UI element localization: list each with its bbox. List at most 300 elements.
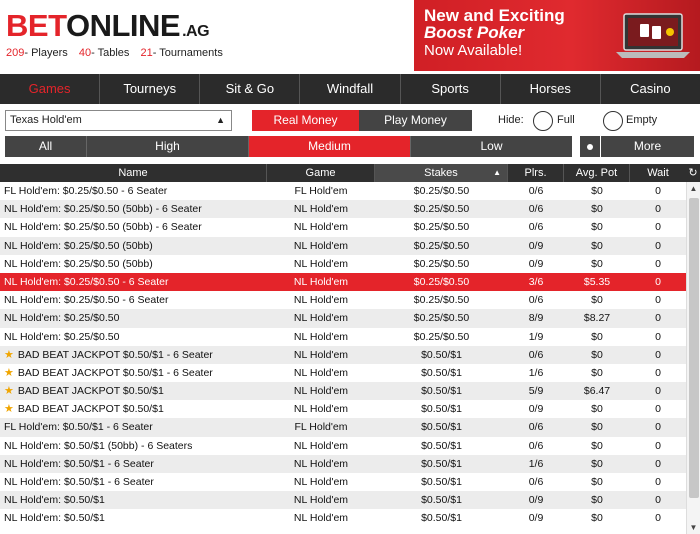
row-game	[267, 218, 375, 236]
row-stakes	[375, 255, 508, 273]
row-name	[0, 182, 267, 200]
row-game	[267, 491, 375, 509]
row-avg-pot	[564, 473, 630, 491]
table-row[interactable]	[0, 328, 686, 346]
row-name	[0, 255, 267, 273]
row-game	[267, 346, 375, 364]
tab-sit-and-go[interactable]: Sit & Go	[200, 74, 300, 104]
row-wait	[630, 418, 686, 436]
row-game-text: NL Hold'em	[293, 366, 349, 379]
row-avg-pot	[564, 291, 630, 309]
logo-online: ONLINE	[65, 8, 181, 43]
hide-empty-label: Empty	[626, 114, 658, 126]
row-wait	[630, 346, 686, 364]
row-players	[508, 455, 564, 473]
row-name	[0, 346, 267, 364]
row-game	[267, 437, 375, 455]
sort-up-icon: ▲	[493, 168, 501, 177]
row-wait-text: 0	[655, 457, 661, 470]
row-stakes-text: $0.25/$0.50	[413, 257, 470, 270]
row-avg-pot	[564, 491, 630, 509]
row-name-text: NL Hold'em: $0.50/$1	[4, 512, 105, 525]
row-name-text: NL Hold'em: $0.50/$1 - 6 Seater	[4, 457, 154, 470]
col-plrs[interactable]: Plrs.	[508, 164, 564, 182]
row-name-text: NL Hold'em: $0.25/$0.50	[4, 312, 120, 325]
row-name-text: BAD BEAT JACKPOT $0.50/$1	[17, 403, 164, 416]
row-avg-pot	[564, 200, 630, 218]
row-wait-text: 0	[655, 439, 661, 452]
main-nav	[0, 74, 700, 104]
row-name-text: NL Hold'em: $0.25/$0.50 (50bb) - 6 Seater	[4, 203, 202, 216]
refresh-icon[interactable]: ↻	[686, 164, 700, 182]
row-name	[0, 400, 267, 418]
row-wait-text: 0	[655, 512, 661, 525]
row-game-text: NL Hold'em	[293, 457, 349, 470]
row-avg-pot-text: $0	[591, 366, 603, 379]
row-game	[267, 400, 375, 418]
row-wait	[630, 455, 686, 473]
row-wait-text: 0	[655, 203, 661, 216]
row-avg-pot	[564, 218, 630, 236]
row-players	[508, 218, 564, 236]
row-wait	[630, 309, 686, 327]
row-stakes-text: $0.50/$1	[421, 403, 462, 416]
row-name	[0, 218, 267, 236]
row-players-text: 1/6	[528, 366, 544, 379]
row-avg-pot	[564, 455, 630, 473]
tables-label: - Tables	[91, 47, 130, 59]
row-avg-pot-text: $0	[591, 457, 603, 470]
row-stakes-text: $0.50/$1	[421, 494, 462, 507]
row-name-text: NL Hold'em: $0.25/$0.50 - 6 Seater	[4, 294, 169, 307]
row-name-text: NL Hold'em: $0.25/$0.50 (50bb)	[4, 257, 153, 270]
table-row[interactable]	[0, 182, 686, 200]
row-wait	[630, 200, 686, 218]
row-name	[0, 437, 267, 455]
row-name	[0, 364, 267, 382]
row-players-text: 0/6	[528, 294, 544, 307]
row-name	[0, 273, 267, 291]
row-avg-pot-text: $0	[591, 348, 603, 361]
row-stakes	[375, 328, 508, 346]
row-stakes-text: $0.25/$0.50	[413, 330, 470, 343]
hide-full-label: Full	[557, 114, 575, 126]
row-stakes	[375, 182, 508, 200]
row-game-text: NL Hold'em	[293, 221, 349, 234]
row-avg-pot-text: $8.27	[583, 312, 611, 325]
row-stakes	[375, 273, 508, 291]
row-avg-pot	[564, 237, 630, 255]
row-players-text: 8/9	[528, 312, 544, 325]
row-game-text: NL Hold'em	[293, 203, 349, 216]
tables-count: 40	[78, 47, 92, 59]
row-game	[267, 273, 375, 291]
col-stakes-label: Stakes	[424, 167, 458, 179]
scroll-thumb[interactable]	[689, 198, 699, 498]
stakes-all-button[interactable]: All	[5, 136, 86, 157]
row-players-text: 0/9	[528, 239, 544, 252]
row-avg-pot	[564, 255, 630, 273]
table-row[interactable]	[0, 418, 686, 436]
row-wait	[630, 237, 686, 255]
row-wait	[630, 364, 686, 382]
row-avg-pot-text: $0	[591, 494, 603, 507]
table-row[interactable]	[0, 237, 686, 255]
row-stakes	[375, 309, 508, 327]
row-players	[508, 309, 564, 327]
row-players-text: 0/6	[528, 185, 544, 197]
row-game-text: NL Hold'em	[293, 439, 349, 452]
row-avg-pot-text: $0	[591, 239, 603, 252]
row-game	[267, 418, 375, 436]
row-players	[508, 328, 564, 346]
row-stakes-text: $0.25/$0.50	[413, 185, 470, 197]
select-arrows-icon: ▲	[216, 115, 225, 125]
row-avg-pot-text: $0	[591, 421, 603, 434]
row-name-text: NL Hold'em: $0.50/$1 (50bb) - 6 Seaters	[4, 439, 193, 452]
row-wait-text: 0	[655, 348, 661, 361]
stakes-high-button[interactable]: High	[86, 136, 248, 157]
row-wait	[630, 473, 686, 491]
row-wait-text: 0	[655, 185, 661, 197]
col-stakes[interactable]	[375, 164, 508, 182]
row-name	[0, 200, 267, 218]
row-avg-pot-text: $5.35	[583, 275, 611, 288]
row-avg-pot-text: $0	[591, 257, 603, 270]
row-name-text: BAD BEAT JACKPOT $0.50/$1 - 6 Seater	[17, 366, 213, 379]
star-icon: ★	[4, 366, 14, 379]
laptop-icon	[614, 10, 692, 62]
row-game-text: NL Hold'em	[293, 403, 349, 416]
row-stakes-text: $0.25/$0.50	[413, 312, 470, 325]
row-players-text: 0/6	[528, 421, 544, 434]
row-avg-pot	[564, 346, 630, 364]
row-stakes	[375, 455, 508, 473]
row-avg-pot-text: $0	[591, 403, 603, 416]
row-game	[267, 328, 375, 346]
row-game-text: NL Hold'em	[293, 476, 349, 488]
banner-line3: Now Available!	[424, 42, 523, 59]
row-stakes	[375, 437, 508, 455]
row-wait-text: 0	[655, 385, 661, 398]
table-row[interactable]	[0, 255, 686, 273]
row-game	[267, 364, 375, 382]
row-wait	[630, 382, 686, 400]
row-stakes	[375, 418, 508, 436]
row-name	[0, 509, 267, 527]
row-wait-text: 0	[655, 294, 661, 307]
row-game-text: NL Hold'em	[293, 275, 349, 288]
row-players-text: 0/6	[528, 203, 544, 216]
row-game	[267, 200, 375, 218]
row-players-text: 3/6	[528, 275, 544, 288]
row-players	[508, 182, 564, 200]
row-stakes-text: $0.50/$1	[421, 385, 462, 398]
table-row[interactable]	[0, 437, 686, 455]
row-wait-text: 0	[655, 330, 661, 343]
row-stakes	[375, 237, 508, 255]
game-type-select[interactable]	[5, 110, 232, 131]
row-name	[0, 237, 267, 255]
row-stakes-text: $0.50/$1	[421, 439, 462, 452]
logo-bet: BET	[6, 8, 66, 43]
row-stakes-text: $0.25/$0.50	[413, 203, 470, 216]
row-game-text: NL Hold'em	[293, 294, 349, 307]
row-stakes-text: $0.50/$1	[421, 421, 462, 434]
lobby-stats	[6, 47, 231, 59]
table-row[interactable]	[0, 473, 686, 491]
row-players-text: 1/9	[528, 330, 544, 343]
row-name-text: NL Hold'em: $0.25/$0.50	[4, 330, 120, 343]
row-wait-text: 0	[655, 221, 661, 234]
row-game	[267, 237, 375, 255]
row-avg-pot-text: $6.47	[583, 385, 611, 398]
table-row[interactable]	[0, 200, 686, 218]
star-icon: ★	[4, 385, 14, 398]
tournaments-label: - Tournaments	[152, 47, 223, 59]
row-wait-text: 0	[655, 275, 661, 288]
scroll-up-icon[interactable]: ▲	[689, 184, 698, 193]
row-stakes-text: $0.50/$1	[421, 348, 462, 361]
row-game-text: NL Hold'em	[293, 348, 349, 361]
row-wait-text: 0	[655, 476, 661, 488]
game-type-value: Texas Hold'em	[10, 114, 82, 126]
row-game-text: NL Hold'em	[293, 494, 349, 507]
row-stakes	[375, 509, 508, 527]
tab-horses[interactable]: Horses	[501, 74, 601, 104]
row-players	[508, 291, 564, 309]
row-game	[267, 182, 375, 200]
scroll-down-icon[interactable]: ▼	[689, 523, 698, 532]
row-wait-text: 0	[655, 421, 661, 434]
row-avg-pot	[564, 364, 630, 382]
table-header	[0, 164, 686, 182]
row-players	[508, 437, 564, 455]
row-game	[267, 255, 375, 273]
tab-tourneys[interactable]: Tourneys	[100, 74, 200, 104]
row-stakes-text: $0.50/$1	[421, 366, 462, 379]
betonline-logo[interactable]	[6, 8, 209, 44]
row-avg-pot-text: $0	[591, 512, 603, 525]
row-wait-text: 0	[655, 239, 661, 252]
row-game-text: NL Hold'em	[293, 385, 349, 398]
row-wait	[630, 273, 686, 291]
hide-full-radio[interactable]	[533, 111, 553, 131]
star-icon: ★	[4, 348, 14, 361]
row-name-text: NL Hold'em: $0.50/$1	[4, 494, 105, 507]
row-avg-pot-text: $0	[591, 294, 603, 307]
banner-line1: New and Exciting	[424, 6, 565, 25]
row-players	[508, 364, 564, 382]
row-stakes	[375, 346, 508, 364]
table-row[interactable]	[0, 382, 686, 400]
row-wait	[630, 255, 686, 273]
col-name[interactable]: Name	[0, 164, 267, 182]
row-game	[267, 309, 375, 327]
row-players-text: 1/6	[528, 457, 544, 470]
table-scrollbar[interactable]	[686, 182, 700, 534]
row-stakes-text: $0.25/$0.50	[413, 221, 470, 234]
row-avg-pot	[564, 182, 630, 200]
header	[0, 0, 700, 74]
col-avg-pot[interactable]: Avg. Pot	[564, 164, 630, 182]
row-players	[508, 200, 564, 218]
row-name-text: NL Hold'em: $0.25/$0.50 (50bb) - 6 Seater	[4, 221, 202, 234]
table-row[interactable]	[0, 346, 686, 364]
row-wait	[630, 491, 686, 509]
row-stakes-text: $0.25/$0.50	[413, 275, 470, 288]
row-players-text: 0/6	[528, 439, 544, 452]
row-name-text: FL Hold'em: $0.25/$0.50 - 6 Seater	[4, 185, 168, 197]
star-icon: ★	[4, 403, 14, 416]
promo-banner[interactable]	[414, 0, 700, 71]
row-stakes	[375, 491, 508, 509]
table-row[interactable]	[0, 218, 686, 236]
row-avg-pot	[564, 437, 630, 455]
row-players-text: 0/9	[528, 403, 544, 416]
col-wait[interactable]: Wait	[647, 167, 669, 179]
row-stakes-text: $0.50/$1	[421, 512, 462, 525]
tab-casino[interactable]: Casino	[630, 81, 671, 96]
row-game-text: FL Hold'em	[294, 421, 348, 434]
row-avg-pot-text: $0	[591, 439, 603, 452]
row-players-text: 0/9	[528, 494, 544, 507]
table-row[interactable]	[0, 509, 686, 527]
row-avg-pot-text: $0	[591, 330, 603, 343]
row-avg-pot-text: $0	[591, 476, 603, 488]
dot-toggle-button[interactable]	[580, 136, 600, 157]
stakes-low-button[interactable]: Low	[410, 136, 572, 157]
row-name-text: BAD BEAT JACKPOT $0.50/$1 - 6 Seater	[17, 348, 213, 361]
row-wait	[630, 291, 686, 309]
row-players	[508, 273, 564, 291]
table-row[interactable]	[0, 291, 686, 309]
tab-games[interactable]: Games	[0, 74, 100, 104]
row-name-text: BAD BEAT JACKPOT $0.50/$1	[17, 385, 164, 398]
row-stakes	[375, 473, 508, 491]
row-name	[0, 473, 267, 491]
row-wait	[630, 437, 686, 455]
row-wait-text: 0	[655, 494, 661, 507]
row-game-text: NL Hold'em	[293, 239, 349, 252]
row-name-text: NL Hold'em: $0.25/$0.50 - 6 Seater	[4, 275, 169, 288]
row-avg-pot	[564, 418, 630, 436]
row-game	[267, 455, 375, 473]
table-body	[0, 182, 686, 534]
row-stakes	[375, 364, 508, 382]
row-stakes	[375, 200, 508, 218]
row-wait-text: 0	[655, 366, 661, 379]
row-name-text: NL Hold'em: $0.50/$1 - 6 Seater	[4, 476, 154, 488]
row-stakes-text: $0.25/$0.50	[413, 239, 470, 252]
row-players-text: 0/9	[528, 257, 544, 270]
play-money-button[interactable]: Play Money	[359, 110, 472, 131]
row-players	[508, 346, 564, 364]
row-stakes-text: $0.50/$1	[421, 476, 462, 488]
row-avg-pot-text: $0	[591, 203, 603, 216]
table-row[interactable]	[0, 364, 686, 382]
stakes-filter	[5, 136, 572, 157]
row-game-text: NL Hold'em	[293, 512, 349, 525]
row-avg-pot	[564, 509, 630, 527]
table-row[interactable]	[0, 400, 686, 418]
row-players-text: 0/9	[528, 512, 544, 525]
row-avg-pot	[564, 400, 630, 418]
table-row[interactable]	[0, 309, 686, 327]
row-players	[508, 418, 564, 436]
stakes-medium-button[interactable]: Medium	[248, 136, 410, 157]
row-name	[0, 491, 267, 509]
row-stakes	[375, 382, 508, 400]
row-game	[267, 291, 375, 309]
row-avg-pot-text: $0	[591, 221, 603, 234]
row-name-text: NL Hold'em: $0.25/$0.50 (50bb)	[4, 239, 153, 252]
hide-label: Hide:	[498, 114, 524, 126]
row-avg-pot	[564, 273, 630, 291]
row-avg-pot	[564, 328, 630, 346]
row-avg-pot-text: $0	[591, 185, 603, 197]
row-game-text: NL Hold'em	[293, 257, 349, 270]
tab-windfall[interactable]: Windfall	[300, 74, 400, 104]
row-name	[0, 291, 267, 309]
row-players-text: 5/9	[528, 385, 544, 398]
row-players	[508, 491, 564, 509]
hide-empty-radio[interactable]	[603, 111, 623, 131]
row-players	[508, 382, 564, 400]
banner-line2: Boost Poker	[424, 23, 525, 42]
row-players-text: 0/6	[528, 221, 544, 234]
row-name-text: FL Hold'em: $0.50/$1 - 6 Seater	[4, 421, 153, 434]
table-row[interactable]	[0, 455, 686, 473]
players-count: 209	[6, 47, 25, 59]
more-button[interactable]: More	[601, 136, 694, 157]
table-row[interactable]	[0, 491, 686, 509]
table-row[interactable]	[0, 273, 686, 291]
row-avg-pot	[564, 309, 630, 327]
row-game	[267, 382, 375, 400]
row-wait-text: 0	[655, 257, 661, 270]
row-wait	[630, 218, 686, 236]
row-wait	[630, 182, 686, 200]
tab-sports[interactable]: Sports	[401, 74, 501, 104]
row-stakes	[375, 400, 508, 418]
row-players	[508, 255, 564, 273]
tournaments-count: 21	[140, 47, 153, 59]
row-stakes-text: $0.50/$1	[421, 457, 462, 470]
row-wait	[630, 509, 686, 527]
real-money-button[interactable]: Real Money	[252, 110, 359, 131]
logo-ag: .AG	[182, 23, 210, 40]
row-players	[508, 509, 564, 527]
row-game	[267, 509, 375, 527]
row-game-text: NL Hold'em	[293, 312, 349, 325]
row-wait	[630, 400, 686, 418]
row-avg-pot	[564, 382, 630, 400]
col-game[interactable]: Game	[267, 164, 375, 182]
row-game	[267, 473, 375, 491]
players-label: - Players	[24, 47, 68, 59]
row-stakes	[375, 291, 508, 309]
row-game-text: FL Hold'em	[294, 185, 348, 197]
row-players-text: 0/6	[528, 476, 544, 488]
row-name	[0, 455, 267, 473]
row-wait-text: 0	[655, 312, 661, 325]
row-players-text: 0/6	[528, 348, 544, 361]
row-name	[0, 418, 267, 436]
row-wait	[630, 328, 686, 346]
row-name	[0, 309, 267, 327]
row-name	[0, 328, 267, 346]
